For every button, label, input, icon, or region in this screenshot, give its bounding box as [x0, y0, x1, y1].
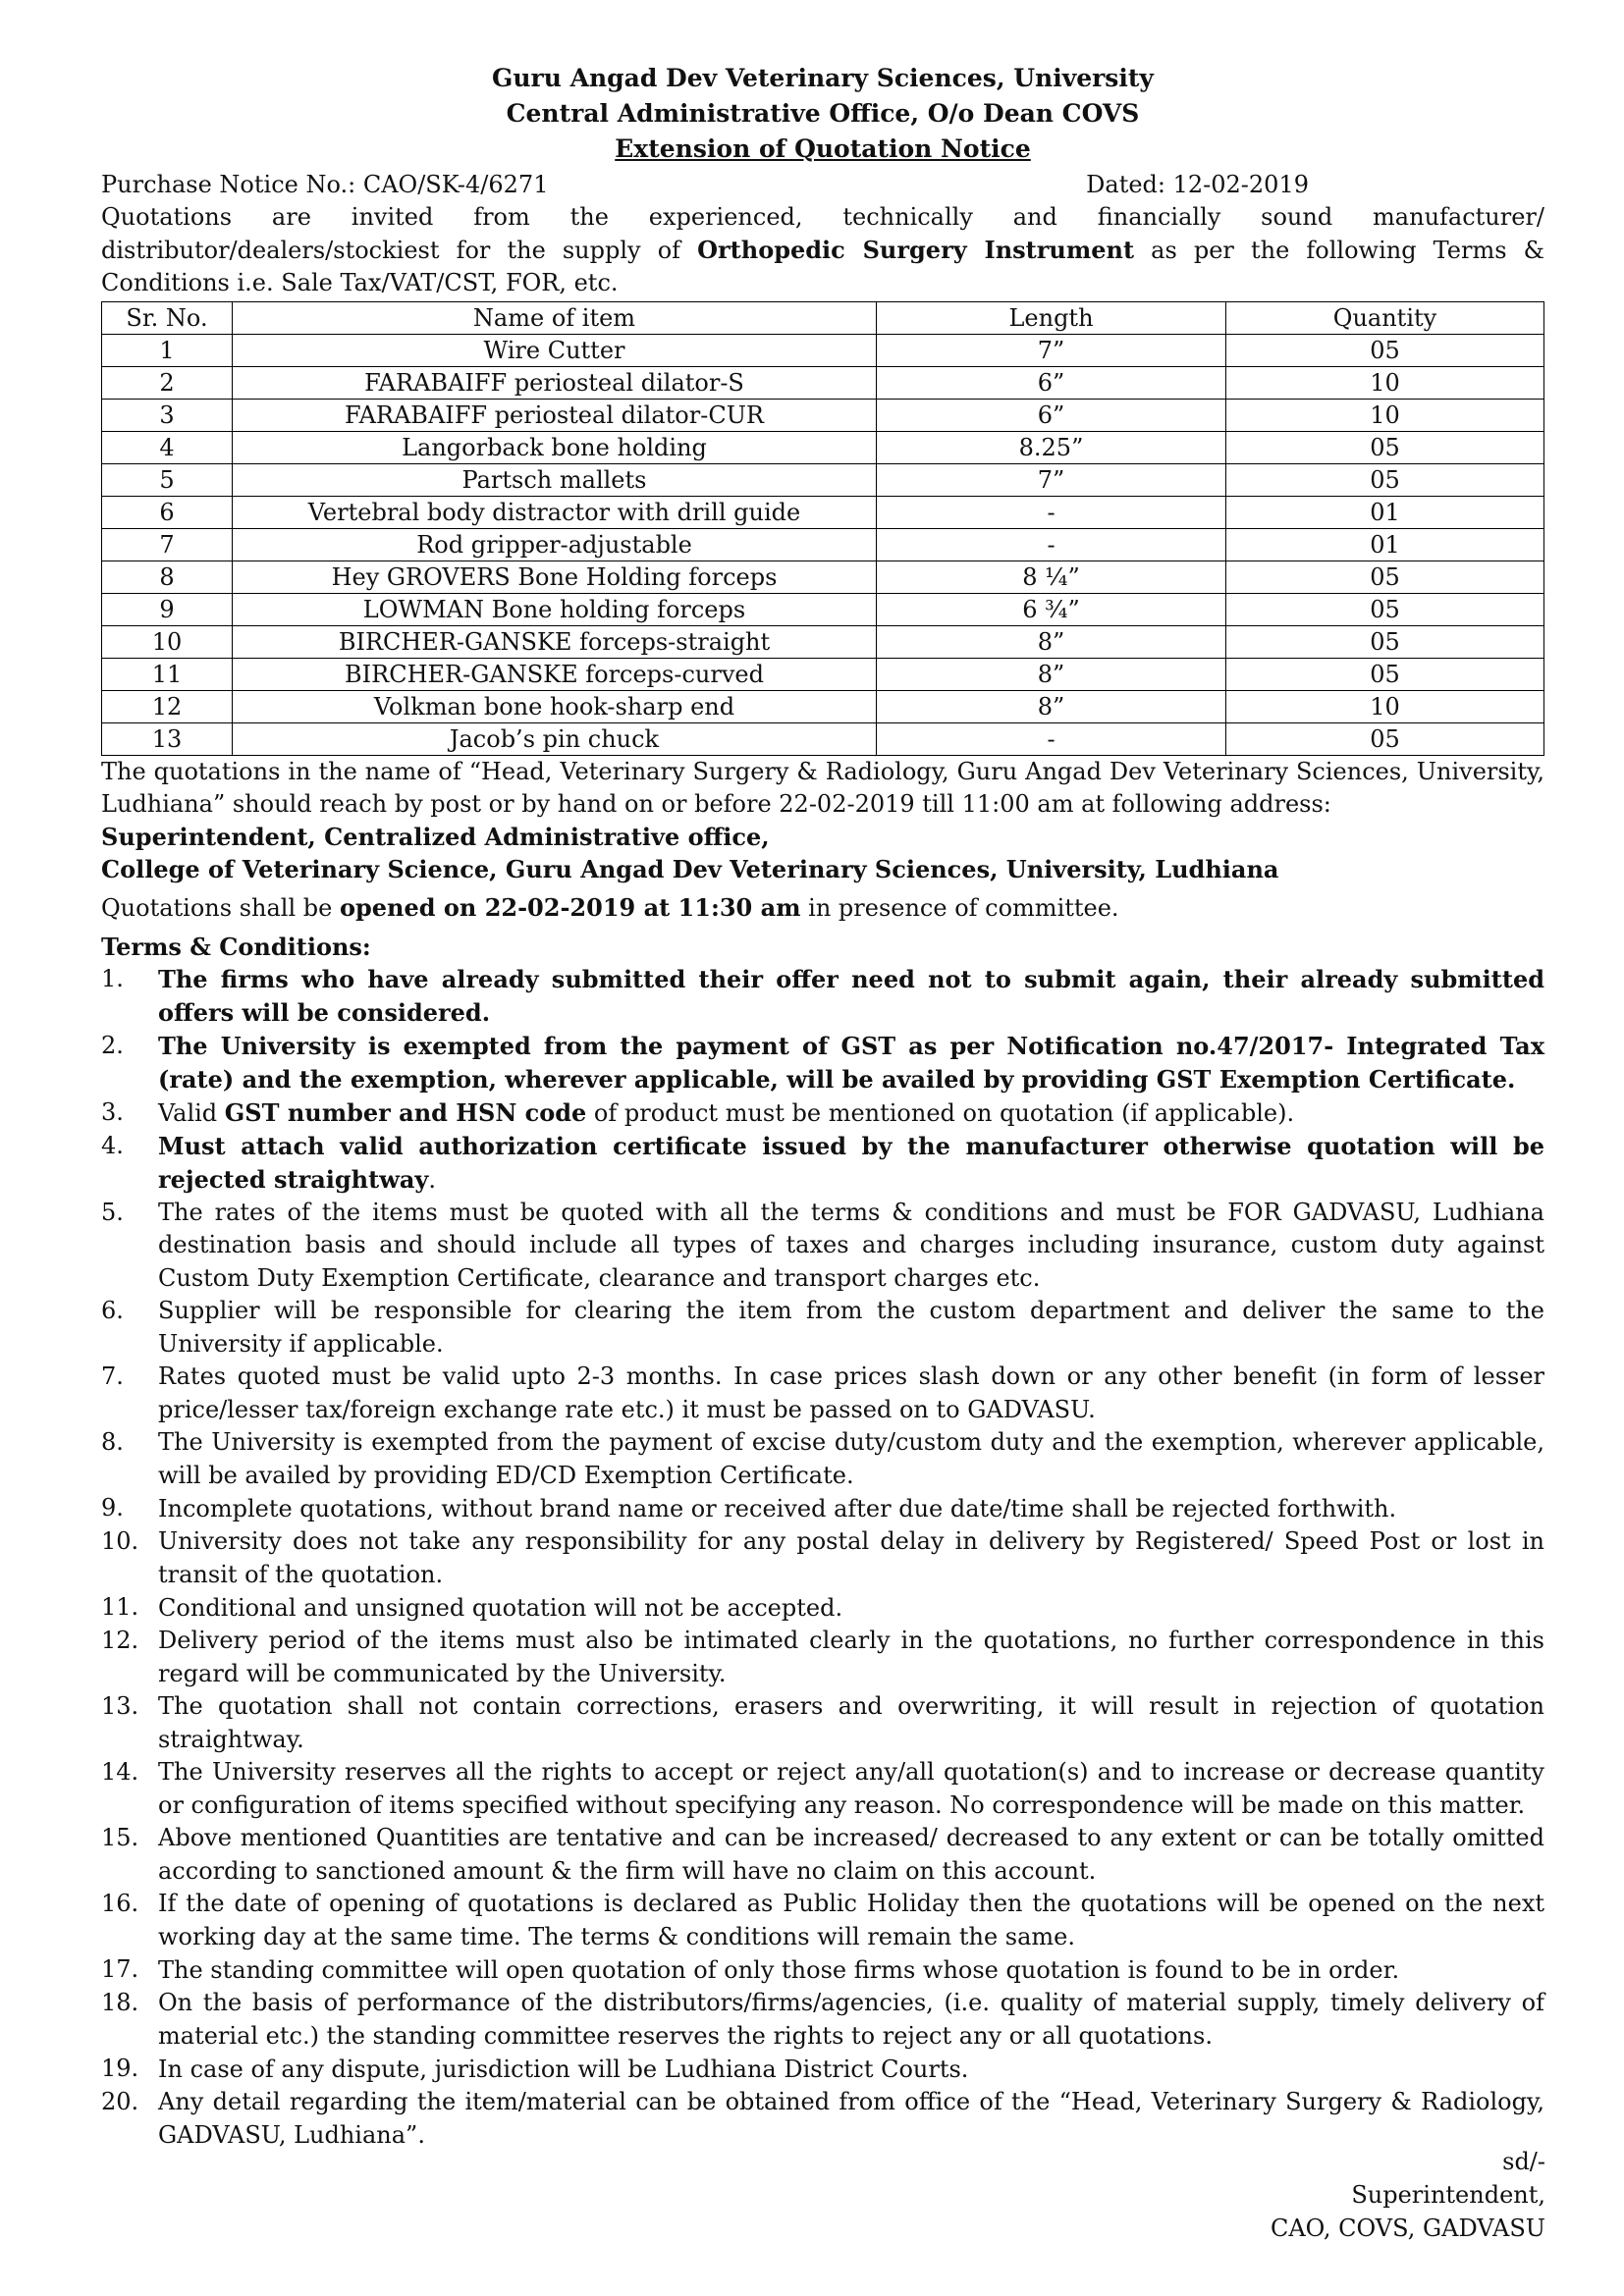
- term-item: [101, 1361, 1544, 1426]
- cell-sr-no: 12: [102, 691, 233, 723]
- intro-text-pre: Quotations are invited from the experienced, technically and financially sound manufacturer/ distributor/dealers/stockiest for the supply of: [101, 203, 1544, 264]
- term-text: [158, 1625, 1544, 1690]
- intro-item-category: Orthopedic Surgery Instrument: [697, 236, 1135, 264]
- signature-block: [1271, 2145, 1545, 2245]
- term-text: [158, 1953, 1544, 1987]
- cell-sr-no: 9: [102, 594, 233, 626]
- cell-item-name: Volkman bone hook-sharp end: [233, 691, 877, 723]
- notice-page: [101, 61, 1544, 2152]
- table-header-row: [102, 302, 1544, 335]
- office-name: Central Administrative Office, O/o Dean COVS: [506, 99, 1140, 128]
- cell-item-name: BIRCHER-GANSKE forceps-straight: [233, 626, 877, 659]
- cell-length: 6”: [877, 400, 1226, 432]
- term-item: [101, 1130, 1544, 1197]
- cell-sr-no: 1: [102, 335, 233, 367]
- term-text: [158, 1492, 1544, 1525]
- term-text-pre: The rates of the items must be quoted with all the terms & conditions and must be FOR GADVASU, Ludhiana destination basis and should include all types of taxes and charges including insurance, custom duty against Custom Duty Exemption Certificate, clearance and transport charges etc.: [158, 1199, 1544, 1292]
- table-row: [102, 529, 1544, 561]
- opening-text-pre: Quotations shall be: [101, 894, 340, 922]
- table-row: [102, 432, 1544, 464]
- cell-length: 8”: [877, 659, 1226, 691]
- term-text-pre: Above mentioned Quantities are tentative and can be increased/ decreased to any extent or can be totally omitted according to sanctioned amount & the firm will have no claim on this account.: [158, 1824, 1544, 1885]
- term-number: 16.: [101, 1890, 139, 1917]
- term-text: [158, 2086, 1544, 2152]
- cell-sr-no: 2: [102, 367, 233, 400]
- term-item: [101, 1953, 1544, 1987]
- cell-quantity: 05: [1226, 432, 1544, 464]
- submission-paragraph: The quotations in the name of “Head, Veterinary Surgery & Radiology, Guru Angad Dev Veterinary Sciences, University, Ludhiana” should reach by post or by hand on or before 22-02-2019 till 11:00 am at following address:: [101, 758, 1544, 818]
- cell-sr-no: 11: [102, 659, 233, 691]
- term-text-pre: Any detail regarding the item/material can be obtained from office of the “Head, Veterinary Surgery & Radiology, GADVASU, Ludhiana”.: [158, 2088, 1544, 2149]
- cell-quantity: 10: [1226, 691, 1544, 723]
- term-text-pre: If the date of opening of quotations is declared as Public Holiday then the quotations will be opened on the next working day at the same time. The terms & conditions will remain the same.: [158, 1890, 1544, 1950]
- term-text-pre: Supplier will be responsible for clearing the item from the custom department and deliver the same to the University if applicable.: [158, 1297, 1544, 1358]
- cell-quantity: 01: [1226, 529, 1544, 561]
- term-text: [158, 1690, 1544, 1756]
- term-text: [158, 963, 1544, 1030]
- header-quantity: Quantity: [1226, 302, 1544, 335]
- term-text-bold: Must attach valid authorization certificate issued by the manufacturer otherwise quotation will be rejected straightway: [158, 1132, 1544, 1194]
- cell-length: -: [877, 723, 1226, 756]
- cell-quantity: 05: [1226, 723, 1544, 756]
- intro-paragraph: [101, 201, 1544, 299]
- term-text-bold: The firms who have already submitted their offer need not to submit again, their already submitted offers will be considered.: [158, 965, 1544, 1027]
- cell-item-name: Partsch mallets: [233, 464, 877, 497]
- term-text: [158, 1096, 1544, 1130]
- cell-length: 7”: [877, 464, 1226, 497]
- term-number: 2.: [101, 1032, 124, 1059]
- cell-length: 8.25”: [877, 432, 1226, 464]
- notice-meta-row: [101, 169, 1544, 201]
- cell-item-name: Langorback bone holding: [233, 432, 877, 464]
- cell-quantity: 10: [1226, 367, 1544, 400]
- term-text-pre: The standing committee will open quotation of only those firms whose quotation is found to be in order.: [158, 1956, 1400, 1984]
- cell-quantity: 05: [1226, 464, 1544, 497]
- header-length: Length: [877, 302, 1226, 335]
- term-text-bold: The University is exempted from the payment of GST as per Notification no.47/2017- Integrated Tax (rate) and the exemption, wherever applicable, will be availed by providing GST Exemption Certificate.: [158, 1032, 1544, 1094]
- term-item: [101, 1096, 1544, 1130]
- cell-length: 6 ¾”: [877, 594, 1226, 626]
- cell-sr-no: 5: [102, 464, 233, 497]
- opening-date-time: opened on 22-02-2019 at 11:30 am: [339, 893, 801, 922]
- signature-title: Superintendent,: [1351, 2181, 1545, 2209]
- term-number: 18.: [101, 1989, 139, 2016]
- term-item: [101, 1426, 1544, 1492]
- cell-item-name: LOWMAN Bone holding forceps: [233, 594, 877, 626]
- cell-item-name: FARABAIFF periosteal dilator-S: [233, 367, 877, 400]
- term-text-post: of product must be mentioned on quotation (if applicable).: [586, 1099, 1295, 1127]
- term-item: [101, 1295, 1544, 1361]
- signature-sd: sd/-: [1502, 2148, 1545, 2175]
- term-item: [101, 1525, 1544, 1591]
- term-text-pre: Valid: [158, 1099, 225, 1127]
- cell-item-name: FARABAIFF periosteal dilator-CUR: [233, 400, 877, 432]
- term-text-pre: Conditional and unsigned quotation will not be accepted.: [158, 1594, 843, 1622]
- term-item: [101, 1492, 1544, 1525]
- term-text-pre: University does not take any responsibility for any postal delay in delivery by Registered/ Speed Post or lost in transit of the quotation.: [158, 1527, 1544, 1588]
- table-row: [102, 594, 1544, 626]
- opening-text-post: in presence of committee.: [800, 894, 1119, 922]
- cell-sr-no: 8: [102, 561, 233, 594]
- term-text-pre: Rates quoted must be valid upto 2-3 months. In case prices slash down or any other benefit (in form of lesser price/lesser tax/foreign exchange rate etc.) it must be passed on to GADVASU.: [158, 1362, 1544, 1423]
- term-text-bold: GST number and HSN code: [224, 1098, 587, 1127]
- term-text-pre: The University is exempted from the payment of excise duty/custom duty and the exemption, wherever applicable, will be availed by providing ED/CD Exemption Certificate.: [158, 1428, 1544, 1489]
- cell-length: 7”: [877, 335, 1226, 367]
- term-text-pre: In case of any dispute, jurisdiction will be Ludhiana District Courts.: [158, 2056, 969, 2083]
- table-row: [102, 464, 1544, 497]
- table-row: [102, 723, 1544, 756]
- term-text: [158, 1888, 1544, 1953]
- term-number: 4.: [101, 1132, 124, 1159]
- table-row: [102, 659, 1544, 691]
- notice-title: Extension of Quotation Notice: [615, 134, 1031, 163]
- term-number: 1.: [101, 965, 124, 992]
- term-text: [158, 1756, 1544, 1822]
- cell-quantity: 05: [1226, 561, 1544, 594]
- term-number: 9.: [101, 1494, 124, 1522]
- notice-date: Dated: 12-02-2019: [1086, 171, 1309, 198]
- term-text: [158, 1295, 1544, 1361]
- cell-sr-no: 4: [102, 432, 233, 464]
- table-row: [102, 561, 1544, 594]
- cell-length: -: [877, 529, 1226, 561]
- cell-sr-no: 6: [102, 497, 233, 529]
- cell-quantity: 01: [1226, 497, 1544, 529]
- cell-item-name: Rod gripper-adjustable: [233, 529, 877, 561]
- cell-length: -: [877, 497, 1226, 529]
- term-item: [101, 2086, 1544, 2152]
- term-number: 8.: [101, 1428, 124, 1456]
- term-number: 11.: [101, 1593, 139, 1621]
- header-sr-no: Sr. No.: [102, 302, 233, 335]
- term-item: [101, 1690, 1544, 1756]
- table-row: [102, 335, 1544, 367]
- term-item: [101, 1888, 1544, 1953]
- cell-quantity: 05: [1226, 594, 1544, 626]
- cell-length: 8”: [877, 626, 1226, 659]
- cell-quantity: 05: [1226, 626, 1544, 659]
- cell-item-name: Hey GROVERS Bone Holding forceps: [233, 561, 877, 594]
- term-text-pre: Incomplete quotations, without brand name or received after due date/time shall be rejected forthwith.: [158, 1495, 1397, 1522]
- term-text: [158, 1361, 1544, 1426]
- table-row: [102, 497, 1544, 529]
- term-text: [158, 1987, 1544, 2053]
- cell-quantity: 10: [1226, 400, 1544, 432]
- items-table-body: [102, 335, 1544, 756]
- term-text-pre: Delivery period of the items must also be intimated clearly in the quotations, no further correspondence in this regard will be communicated by the University.: [158, 1627, 1544, 1687]
- cell-length: 8”: [877, 691, 1226, 723]
- term-text-pre: On the basis of performance of the distributors/firms/agencies, (i.e. quality of material supply, timely delivery of material etc.) the standing committee reserves the rights to reject any or all quotations.: [158, 1989, 1544, 2050]
- cell-length: 6”: [877, 367, 1226, 400]
- term-item: [101, 1756, 1544, 1822]
- table-row: [102, 400, 1544, 432]
- opening-paragraph: [101, 891, 1544, 925]
- university-name: Guru Angad Dev Veterinary Sciences, University: [492, 64, 1154, 92]
- term-number: 17.: [101, 1955, 139, 1983]
- term-text: [158, 2053, 1544, 2086]
- address-line-1: Superintendent, Centralized Administrative office,: [101, 823, 770, 851]
- term-number: 10.: [101, 1527, 139, 1555]
- term-item: [101, 1625, 1544, 1690]
- term-item: [101, 963, 1544, 1030]
- term-item: [101, 2053, 1544, 2086]
- table-row: [102, 626, 1544, 659]
- cell-sr-no: 13: [102, 723, 233, 756]
- cell-item-name: Vertebral body distractor with drill guide: [233, 497, 877, 529]
- term-number: 19.: [101, 2055, 139, 2082]
- cell-item-name: Wire Cutter: [233, 335, 877, 367]
- cell-length: 8 ¼”: [877, 561, 1226, 594]
- term-item: [101, 1030, 1544, 1096]
- table-row: [102, 691, 1544, 723]
- term-item: [101, 1987, 1544, 2053]
- term-text-pre: The University reserves all the rights to accept or reject any/all quotation(s) and to increase or decrease quantity or configuration of items specified without specifying any reason. No correspondence will be made on this matter.: [158, 1758, 1544, 1819]
- term-number: 7.: [101, 1362, 124, 1390]
- term-number: 15.: [101, 1824, 139, 1851]
- items-table: [101, 301, 1544, 756]
- terms-list: [101, 963, 1544, 2152]
- cell-item-name: BIRCHER-GANSKE forceps-curved: [233, 659, 877, 691]
- cell-quantity: 05: [1226, 335, 1544, 367]
- term-item: [101, 1591, 1544, 1625]
- table-row: [102, 367, 1544, 400]
- term-text: [158, 1197, 1544, 1295]
- term-text-pre: The quotation shall not contain corrections, erasers and overwriting, it will result in rejection of quotation straightway.: [158, 1692, 1544, 1753]
- address-line-2: College of Veterinary Science, Guru Angad Dev Veterinary Sciences, University, Ludhiana: [101, 855, 1279, 883]
- term-number: 6.: [101, 1297, 124, 1324]
- signature-office: CAO, COVS, GADVASU: [1270, 2215, 1545, 2242]
- term-item: [101, 1822, 1544, 1888]
- term-number: 20.: [101, 2088, 139, 2115]
- cell-sr-no: 10: [102, 626, 233, 659]
- term-text: [158, 1426, 1544, 1492]
- term-number: 5.: [101, 1199, 124, 1226]
- cell-quantity: 05: [1226, 659, 1544, 691]
- term-number: 12.: [101, 1627, 139, 1654]
- cell-item-name: Jacob’s pin chuck: [233, 723, 877, 756]
- term-item: [101, 1197, 1544, 1295]
- intro-text-post: as per the following Terms & Conditions i.e. Sale Tax/VAT/CST, FOR, etc.: [101, 237, 1545, 296]
- cell-sr-no: 7: [102, 529, 233, 561]
- header-item-name: Name of item: [233, 302, 877, 335]
- term-text: [158, 1591, 1544, 1625]
- term-text: [158, 1822, 1544, 1888]
- term-text: [158, 1130, 1544, 1197]
- terms-title: Terms & Conditions:: [101, 933, 371, 961]
- term-text-post: .: [428, 1166, 436, 1194]
- purchase-notice-number: Purchase Notice No.: CAO/SK-4/6271: [101, 171, 549, 198]
- term-number: 14.: [101, 1758, 139, 1786]
- cell-sr-no: 3: [102, 400, 233, 432]
- term-text: [158, 1030, 1544, 1096]
- term-number: 3.: [101, 1098, 124, 1126]
- term-number: 13.: [101, 1692, 139, 1720]
- term-text: [158, 1525, 1544, 1591]
